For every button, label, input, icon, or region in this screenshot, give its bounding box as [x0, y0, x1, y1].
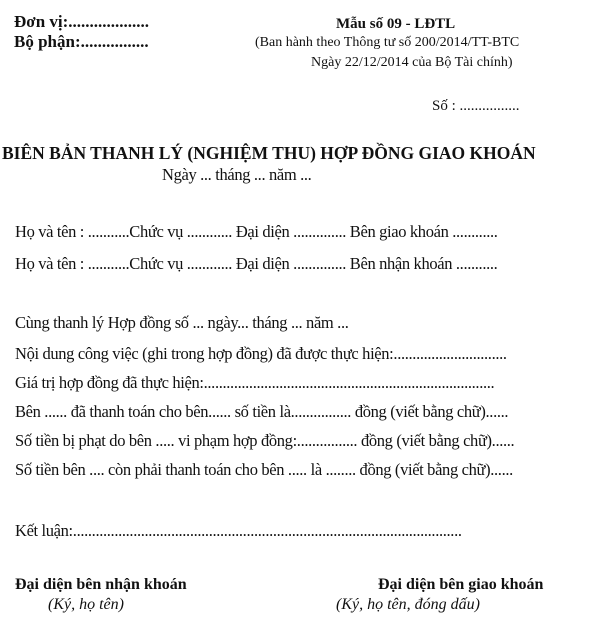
issued-by-line1: (Ban hành theo Thông tư số 200/2014/TT-BTC: [255, 35, 520, 50]
document-title: BIÊN BẢN THANH LÝ (NGHIỆM THU) HỢP ĐỒNG GIAO KHOÁN: [2, 143, 536, 163]
signature-right-title: Đại diện bên giao khoán: [378, 576, 544, 593]
content-line-contract: Cùng thanh lý Hợp đồng số ... ngày... tháng ... năm ...: [15, 313, 349, 332]
content-line-work: Nội dung công việc (ghi trong hợp đồng) đã được thực hiện:..............................: [15, 344, 507, 363]
content-line-paid: Bên ...... đã thanh toán cho bên...... số tiền là................ đồng (viết bằng chữ)......: [15, 402, 509, 421]
party-line-giao-khoan: Họ và tên : ...........Chức vụ ............ Đại diện .............. Bên giao khoán ............: [15, 222, 498, 241]
issued-by-line2: Ngày 22/12/2014 của Bộ Tài chính): [311, 55, 513, 70]
department-field: Bộ phận:................: [14, 32, 149, 51]
document-number: Số : ................: [432, 98, 520, 114]
party-line-nhan-khoan: Họ và tên : ...........Chức vụ ............ Đại diện .............. Bên nhận khoán ...........: [15, 254, 498, 273]
signature-right-note: (Ký, họ tên, đóng dấu): [336, 596, 480, 613]
unit-field: Đơn vị:...................: [14, 12, 150, 31]
signature-left-note: (Ký, họ tên): [48, 596, 124, 613]
form-code: Mẫu số 09 - LĐTL: [336, 16, 456, 32]
document-date: Ngày ... tháng ... năm ...: [162, 165, 312, 184]
signature-left-title: Đại diện bên nhận khoán: [15, 576, 187, 593]
conclusion-line: Kết luận:.......................................................................................................: [15, 521, 462, 540]
content-line-value: Giá trị hợp đồng đã thực hiện:.............................................................................: [15, 373, 495, 392]
content-line-remaining: Số tiền bên .... còn phải thanh toán cho bên ..... là ........ đồng (viết bằng chữ)......: [15, 460, 513, 479]
content-line-penalty: Số tiền bị phạt do bên ..... vi phạm hợp đồng:................ đồng (viết bằng chữ)......: [15, 431, 515, 450]
